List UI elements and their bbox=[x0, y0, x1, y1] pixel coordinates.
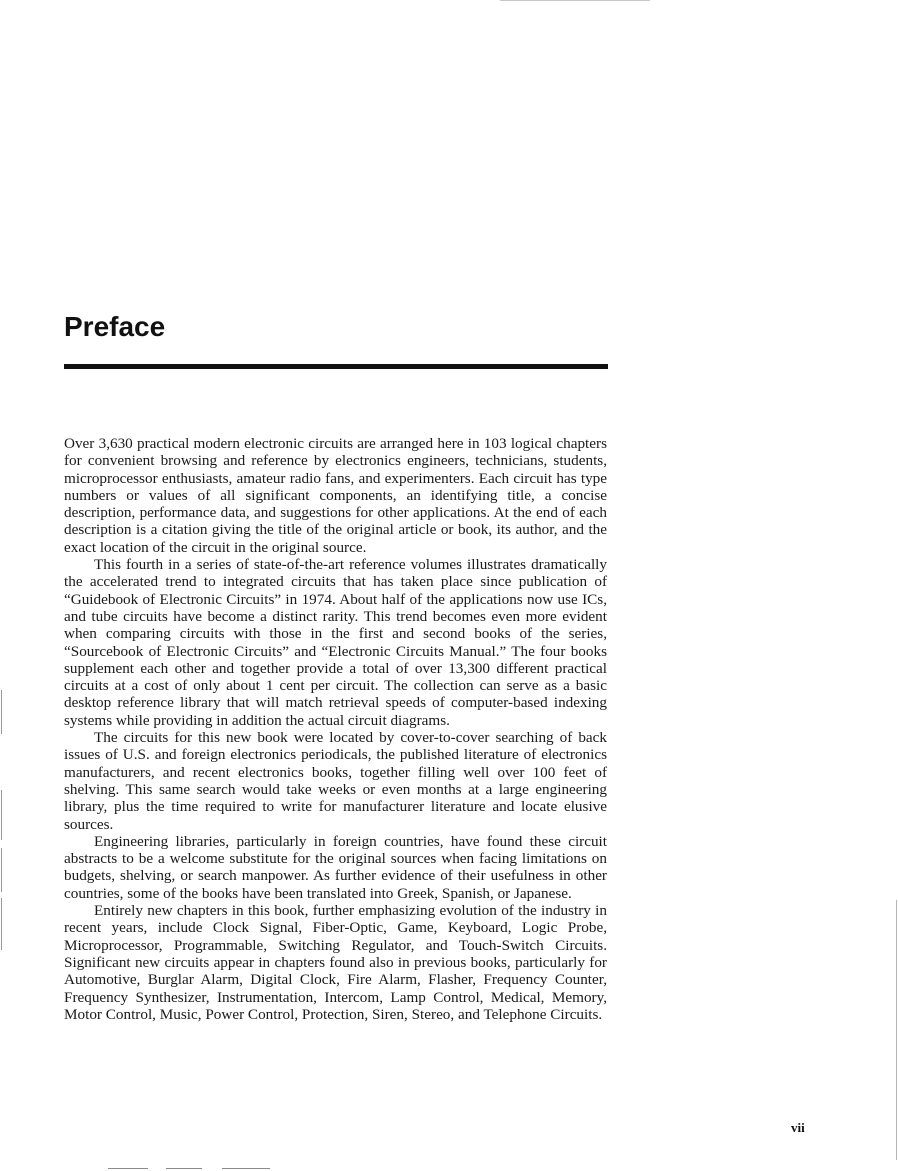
paragraph: Entirely new chapters in this book, further emphasizing evolution of the industry in recent years, include Clock Signal, Fiber-Optic, Game, Keyboard, Logic Probe, Microprocessor, Programmable, Switching Regulator, and Touch-Switch Circuits. Significant new circuits appear in chapters found also in previous books, particularly for Automotive, Burglar Alarm, Digital Clock, Fire Alarm, Flasher, Frequency Counter, Frequency Synthesizer, Instrumentation, Intercom, Lamp Control, Medical, Memory, Motor Control, Music, Power Control, Protection, Siren, Stereo, and Telephone Circuits. bbox=[64, 902, 607, 1023]
page-title: Preface bbox=[64, 311, 166, 342]
scan-edge-mark bbox=[1, 790, 2, 840]
paragraph: This fourth in a series of state-of-the-art reference volumes illustrates dramatically the accelerated trend to integrated circuits that has taken place since publication of “Guidebook of Electronic Circuits” in 1974. About half of the applications now use ICs, and tube circuits have become a distinct rarity. This trend becomes even more evident when comparing circuits with those in the first and second books of the series, “Sourcebook of Electronic Circuits” and “Electronic Circuits Manual.” The four books supplement each other and together provide a total of over 13,300 different practical circuits at a cost of only about 1 cent per circuit. The collection can serve as a basic desktop reference library that will match retrieval speeds of computer-based indexing systems while providing in addition the actual circuit diagrams. bbox=[64, 556, 607, 729]
scan-edge-mark bbox=[896, 900, 897, 1160]
scan-bottom-mark bbox=[108, 1168, 148, 1169]
paragraph: Over 3,630 practical modern electronic circuits are arranged here in 103 logical chapters for convenient browsing and reference by electronics engineers, technicians, students, microprocessor enthusiasts, amateur radio fans, and experimenters. Each circuit has type numbers or values of all significant components, an identifying title, a concise description, performance data, and suggestions for other applications. At the end of each description is a citation giving the title of the original article or book, its author, and the exact location of the circuit in the original source. bbox=[64, 435, 607, 556]
page-number: vii bbox=[791, 1120, 805, 1135]
scan-edge-line bbox=[500, 0, 650, 1]
title-rule bbox=[64, 364, 608, 369]
scan-bottom-mark bbox=[166, 1168, 202, 1169]
paragraph: The circuits for this new book were located by cover-to-cover searching of back issues of U.S. and foreign electronics periodicals, the published literature of electronics manufacturers, and recent electronics books, together filling well over 100 feet of shelving. This same search would take weeks or even months at a large engineering library, plus the time required to write for manufacturer literature and locate elusive sources. bbox=[64, 729, 607, 833]
scan-edge-mark bbox=[1, 848, 2, 892]
scan-bottom-mark bbox=[222, 1168, 270, 1169]
paragraph: Engineering libraries, particularly in foreign countries, have found these circuit abstracts to be a welcome substitute for the original sources when facing limitations on budgets, shelving, or search manpower. As further evidence of their usefulness in other countries, some of the books have been translated into Greek, Spanish, or Japanese. bbox=[64, 832, 607, 902]
body-text bbox=[64, 435, 607, 1023]
scan-edge-mark bbox=[1, 898, 2, 950]
scan-edge-mark bbox=[1, 690, 2, 734]
